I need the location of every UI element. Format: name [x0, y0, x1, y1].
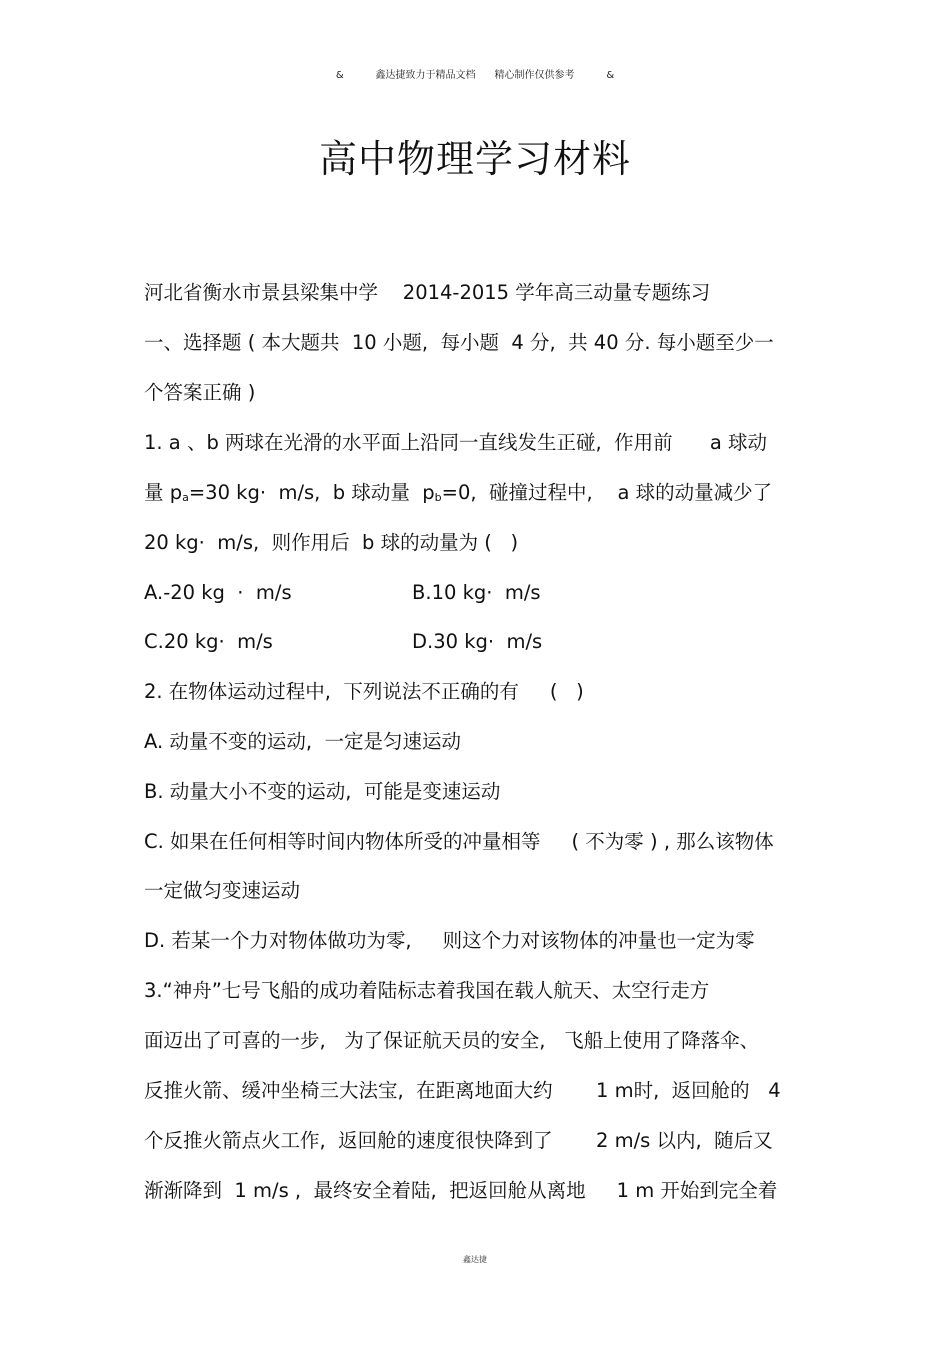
q3-line-5: 渐渐降到 1 m/s , 最终安全着陆, 把返回舱从离地 1 m 开始到完全着	[144, 1179, 778, 1202]
q1-text-a: 量 p	[144, 481, 183, 504]
q1-option-d: D.30 kg· m/s	[412, 630, 543, 653]
q2-stem: 2. 在物体运动过程中, 下列说法不正确的有 ( )	[144, 680, 584, 703]
page-footer: 鑫达捷	[463, 1255, 487, 1264]
header-text-1: 鑫达捷致力于精品文档	[375, 70, 476, 81]
header-right-mark: &	[606, 70, 615, 81]
q1-option-b: B.10 kg· m/s	[412, 581, 541, 604]
section-heading-line-2: 个答案正确 )	[144, 381, 256, 404]
q1-subscript-a: a	[182, 491, 189, 504]
q3-line-3: 反推火箭、缓冲坐椅三大法宝, 在距离地面大约 1 m时, 返回舱的 4	[144, 1079, 781, 1102]
page-header	[0, 66, 950, 81]
q3-line-1: 3.“神舟”七号飞船的成功着陆标志着我国在载人航天、太空行走方	[144, 979, 710, 1002]
q1-subscript-b: b	[434, 491, 442, 504]
section-heading-line-1: 一、选择题 ( 本大题共 10 小题, 每小题 4 分, 共 40 分. 每小题至少一	[144, 331, 774, 354]
q1-option-a: A.-20 kg · m/s	[144, 581, 292, 604]
q2-option-c-line-1: C. 如果在任何相等时间内物体所受的冲量相等 ( 不为零 ) , 那么该物体	[144, 830, 774, 853]
q2-option-a: A. 动量不变的运动, 一定是匀速运动	[144, 730, 461, 753]
exam-heading: 河北省衡水市景县梁集中学 2014-2015 学年高三动量专题练习	[144, 281, 711, 304]
q2-option-d: D. 若某一个力对物体做功为零, 则这个力对该物体的冲量也一定为零	[144, 929, 755, 952]
q1-line-1: 1. a 、b 两球在光滑的水平面上沿同一直线发生正碰, 作用前 a 球动	[144, 431, 767, 454]
header-left-mark: &	[335, 70, 344, 81]
document-title: 高中物理学习材料	[318, 137, 631, 181]
q1-text-c: =0, 碰撞过程中, a 球的动量减少了	[441, 481, 773, 504]
q3-line-2: 面迈出了可喜的一步, 为了保证航天员的安全, 飞船上使用了降落伞、	[144, 1029, 760, 1052]
header-text-2: 精心制作仅供参考	[494, 70, 575, 81]
q1-text-b: =30 kg· m/s, b 球动量 p	[188, 481, 435, 504]
q3-line-4: 个反推火箭点火工作, 返回舱的速度很快降到了 2 m/s 以内, 随后又	[144, 1129, 773, 1152]
q2-option-c-line-2: 一定做匀变速运动	[144, 879, 301, 902]
q1-line-3: 20 kg· m/s, 则作用后 b 球的动量为 ( )	[144, 531, 519, 554]
q1-line-2	[144, 480, 772, 511]
q2-option-b: B. 动量大小不变的运动, 可能是变速运动	[144, 780, 501, 803]
q1-option-c: C.20 kg· m/s	[144, 630, 273, 653]
